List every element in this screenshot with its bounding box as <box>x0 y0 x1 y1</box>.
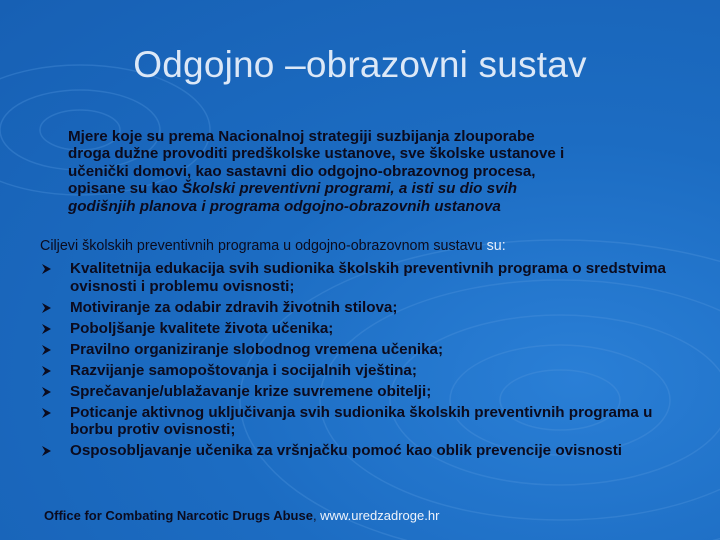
goal-list-item <box>40 442 690 460</box>
goals-heading-text: Ciljevi školskih preventivnih programa u odgojno-obrazovnom sustavu <box>40 238 483 254</box>
goal-text: Razvijanje samopoštovanja i socijalnih vještina; <box>70 361 417 379</box>
goals-list <box>40 260 690 463</box>
arrow-bullet-icon <box>42 264 51 274</box>
footer-separator: , <box>312 508 321 523</box>
goal-list-item <box>40 362 690 380</box>
footer <box>44 508 439 523</box>
goal-text: Poboljšanje kvalitete života učenika; <box>70 319 334 337</box>
goal-list-item <box>40 299 690 317</box>
arrow-bullet-icon <box>42 345 51 355</box>
arrow-bullet-icon <box>42 446 51 456</box>
goal-list-item <box>40 341 690 359</box>
goal-list-item <box>40 320 690 338</box>
goal-text: Motiviranje za odabir zdravih životnih stilova; <box>70 298 398 316</box>
arrow-bullet-icon <box>42 387 51 397</box>
intro-line: droga dužne provoditi predškolske ustanove, sve školske ustanove i <box>68 145 565 163</box>
intro-line: Mjere koje su prema Nacionalnoj strategiji suzbijanja zlouporabe <box>68 128 535 145</box>
intro-paragraph <box>68 128 668 215</box>
footer-url[interactable]: www.uredzadroge.hr <box>320 508 440 523</box>
intro-emphasis: godišnjih planova i programa odgojno-obrazovnih ustanova <box>68 197 501 215</box>
goal-text: Kvalitetnija edukacija svih sudionika školskih preventivnih programa o sredstvima ovisnosti i problemu ovisnosti; <box>70 260 666 295</box>
goal-text: Osposobljavanje učenika za vršnjačku pomoć kao oblik prevencije ovisnosti <box>70 442 623 460</box>
goal-text: Pravilno organiziranje slobodnog vremena učenika; <box>70 340 444 358</box>
goal-list-item <box>40 404 690 439</box>
arrow-bullet-icon <box>42 324 51 334</box>
intro-line: učenički domovi, kao sastavni dio odgojno-obrazovnog procesa, <box>68 162 536 180</box>
footer-organization: Office for Combating Narcotic Drugs Abuse <box>44 508 313 523</box>
intro-line <box>68 198 668 215</box>
intro-emphasis: Školski preventivni programi, a isti su dio svih <box>181 180 518 198</box>
goal-text: Sprečavanje/ublažavanje krize suvremene obitelji; <box>70 382 432 400</box>
slide-title: Odgojno –obrazovni sustav <box>133 44 587 85</box>
goal-text: Poticanje aktivnog uključivanja svih sudionika školskih preventivnih programa u borbu protiv ovisnosti; <box>70 403 653 439</box>
goal-list-item <box>40 260 690 295</box>
arrow-bullet-icon <box>42 366 51 376</box>
goals-heading-suffix: su: <box>482 238 506 254</box>
goals-heading <box>40 238 700 254</box>
intro-text: opisane su kao <box>68 180 182 198</box>
goal-list-item <box>40 383 690 401</box>
intro-line <box>68 180 668 197</box>
arrow-bullet-icon <box>42 408 51 418</box>
arrow-bullet-icon <box>42 303 51 313</box>
